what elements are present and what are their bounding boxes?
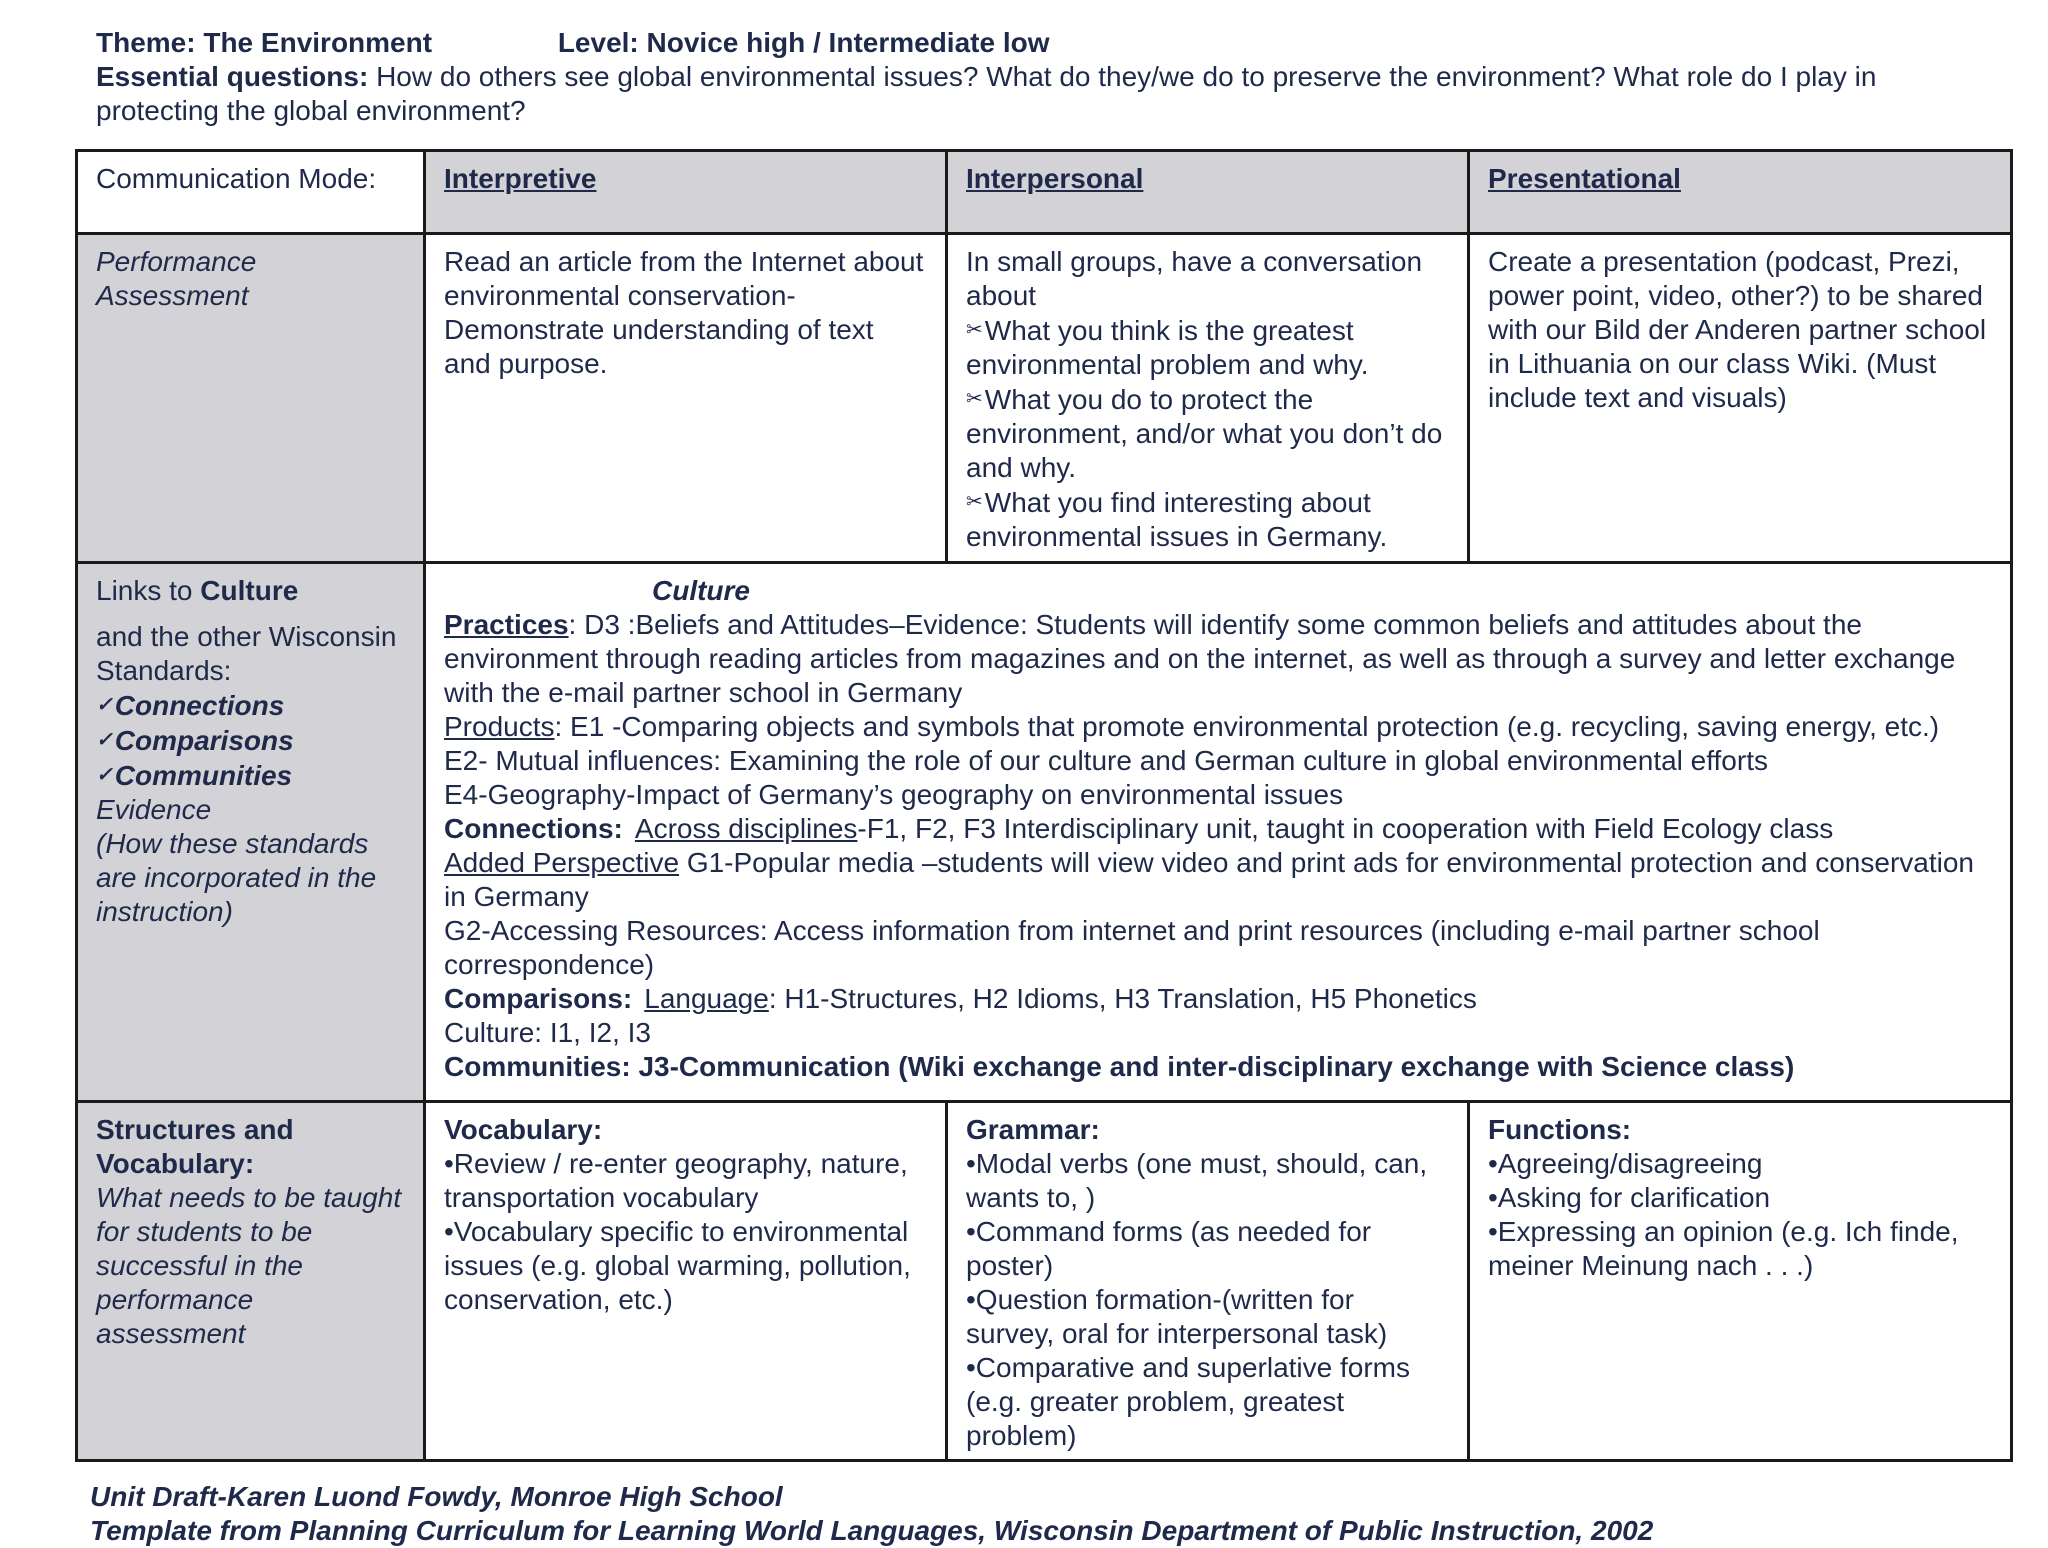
- comparisons-label: Comparisons:: [444, 983, 633, 1014]
- added-perspective-text: G1-Popular media –students will view video and print ads for environmental protection and conservation in Germany: [444, 847, 1974, 912]
- checkmark-icon: ✓: [96, 729, 113, 751]
- grammar-item: •Modal verbs (one must, should, can, wants to, ): [966, 1148, 1428, 1213]
- checkmark-icon: ✓: [96, 764, 113, 786]
- interpersonal-intro: In small groups, have a conversation about: [966, 246, 1423, 311]
- cell-presentational-task: [1469, 234, 2012, 563]
- cell-vocabulary: [425, 1102, 947, 1461]
- vocabulary-item: •Vocabulary specific to environmental issues (e.g. global warming, pollution, conservation, etc.): [444, 1216, 911, 1315]
- vocabulary-title: Vocabulary:: [444, 1114, 603, 1145]
- cell-grammar: [947, 1102, 1469, 1461]
- cell-communication-mode: [77, 151, 425, 234]
- cell-culture-standards: [425, 563, 2012, 1102]
- cell-presentational-header: [1469, 151, 2012, 234]
- document-header: [96, 26, 1996, 128]
- checkmark-icon: ✓: [96, 694, 113, 716]
- row-links-to-culture: [77, 563, 2012, 1102]
- interpersonal-item-text: What you find interesting about environmental issues in Germany.: [966, 487, 1388, 552]
- connections-label: Connections:: [444, 813, 623, 844]
- footer-author: Unit Draft-Karen Luond Fowdy, Monroe High School: [90, 1481, 783, 1512]
- evidence-note: (How these standards are incorporated in the instruction): [96, 828, 377, 927]
- cell-interpretive-header: [425, 151, 947, 234]
- row-performance-assessment: [77, 234, 2012, 563]
- check-connections: [96, 688, 405, 723]
- grammar-title: Grammar:: [966, 1114, 1100, 1145]
- footer-template-source: Template from Planning Curriculum for Learning World Languages, Wisconsin Department of Public Instruction, 2002: [90, 1515, 1654, 1546]
- evidence-label: Evidence: [96, 794, 212, 825]
- practices-line: [444, 608, 1992, 710]
- check-communities: [96, 758, 405, 793]
- culture-heading: Culture: [652, 575, 750, 606]
- scissors-icon: ✂: [966, 491, 983, 513]
- document-footer: [90, 1480, 1653, 1548]
- cell-interpersonal-header: [947, 151, 1469, 234]
- links-title-culture: Culture: [200, 575, 299, 606]
- e4-line: E4-Geography-Impact of Germany’s geography on environmental issues: [444, 779, 1344, 810]
- products-label: Products: [444, 711, 555, 742]
- language-label: Language: [644, 983, 769, 1014]
- vocabulary-item: •Review / re-enter geography, nature, transportation vocabulary: [444, 1148, 908, 1213]
- check-communities-label: Communities: [114, 760, 293, 791]
- cell-interpretive-task: [425, 234, 947, 563]
- structures-title: Structures and Vocabulary:: [96, 1114, 294, 1179]
- added-perspective-label: Added Perspective: [444, 847, 680, 878]
- check-connections-label: Connections: [114, 690, 285, 721]
- cell-performance-label: [77, 234, 425, 563]
- functions-title: Functions:: [1488, 1114, 1632, 1145]
- theme-label: Theme: The Environment: [96, 27, 433, 58]
- functions-item: •Expressing an opinion (e.g. Ich finde, meiner Meinung nach . . .): [1488, 1216, 1959, 1281]
- added-perspective-line: [444, 846, 1992, 914]
- check-comparisons: [96, 723, 405, 758]
- interpersonal-item-text: What you do to protect the environment, and/or what you don’t do and why.: [966, 384, 1443, 483]
- cell-interpersonal-task: [947, 234, 1469, 563]
- cell-structures-label: [77, 1102, 425, 1461]
- grammar-item: •Comparative and superlative forms (e.g. greater problem, greatest problem): [966, 1352, 1410, 1451]
- structures-note: What needs to be taught for students to be successful in the performance assessment: [96, 1182, 402, 1349]
- row-structures-vocabulary: [77, 1102, 2012, 1461]
- practices-label: Practices: [444, 609, 569, 640]
- scissors-icon: ✂: [966, 319, 983, 341]
- products-text: : E1 -Comparing objects and symbols that promote environmental protection (e.g. recycling, saving energy, etc.): [554, 711, 1940, 742]
- cell-links-label: [77, 563, 425, 1102]
- theme-level-row: [96, 26, 1996, 60]
- connections-line: [444, 812, 1992, 846]
- interpretive-task-text: Read an article from the Internet about environmental conservation- Demonstrate understanding of text and purpose.: [444, 246, 924, 379]
- presentational-task-text: Create a presentation (podcast, Prezi, power point, video, other?) to be shared with our Bild der Anderen partner school in Lithuania on our class Wiki. (Must include text and visuals): [1488, 246, 1987, 413]
- interpersonal-item: [966, 485, 1449, 554]
- check-comparisons-label: Comparisons: [114, 725, 294, 756]
- links-title: [96, 574, 405, 608]
- grammar-item: •Question formation-(written for survey, oral for interpersonal task): [966, 1284, 1388, 1349]
- communities-line: Communities: J3-Communication (Wiki exchange and inter-disciplinary exchange with Science class): [444, 1051, 1795, 1082]
- culture-line: Culture: I1, I2, I3: [444, 1017, 651, 1048]
- cell-functions: [1469, 1102, 2012, 1461]
- e2-line: E2- Mutual influences: Examining the role of our culture and German culture in global environmental efforts: [444, 745, 1768, 776]
- interpersonal-item: [966, 382, 1449, 485]
- functions-item: •Asking for clarification: [1488, 1182, 1771, 1213]
- comparisons-line: [444, 982, 1992, 1016]
- essential-questions: [96, 60, 1996, 128]
- essential-questions-text: How do others see global environmental issues? What do they/we do to preserve the environment? What role do I play in protecting the global environment?: [96, 61, 1877, 126]
- interpersonal-item-text: What you think is the greatest environmental problem and why.: [966, 315, 1369, 380]
- grammar-item: •Command forms (as needed for poster): [966, 1216, 1372, 1281]
- functions-item: •Agreeing/disagreeing: [1488, 1148, 1763, 1179]
- level-label: Level: Novice high / Intermediate low: [557, 27, 1050, 58]
- interpersonal-heading: Interpersonal: [966, 163, 1144, 194]
- interpretive-heading: Interpretive: [444, 163, 597, 194]
- row-communication-mode: [77, 151, 2012, 234]
- links-subtitle: and the other Wisconsin Standards:: [96, 621, 397, 686]
- performance-label-line1: Performance: [96, 246, 257, 277]
- g2-line: G2-Accessing Resources: Access information from internet and print resources (including e-mail partner school correspondence): [444, 915, 1820, 980]
- language-text: : H1-Structures, H2 Idioms, H3 Translation, H5 Phonetics: [768, 983, 1477, 1014]
- practices-text: : D3 :Beliefs and Attitudes–Evidence: Students will identify some common beliefs and attitudes about the environment through reading articles from magazines and on the internet, as well as through a survey and letter exchange with the e-mail partner school in Germany: [444, 609, 1956, 708]
- scissors-icon: ✂: [966, 388, 983, 410]
- presentational-heading: Presentational: [1488, 163, 1681, 194]
- across-disciplines-label: Across disciplines: [634, 813, 858, 844]
- essential-questions-label: Essential questions:: [96, 61, 369, 92]
- links-title-text: Links to: [96, 575, 201, 606]
- performance-label-line2: Assessment: [96, 280, 249, 311]
- products-line: [444, 710, 1992, 744]
- across-disciplines-text: -F1, F2, F3 Interdisciplinary unit, taught in cooperation with Field Ecology class: [857, 813, 1834, 844]
- interpersonal-item: [966, 313, 1449, 382]
- communication-mode-label: Communication Mode:: [96, 163, 377, 194]
- curriculum-table: [75, 149, 2013, 1462]
